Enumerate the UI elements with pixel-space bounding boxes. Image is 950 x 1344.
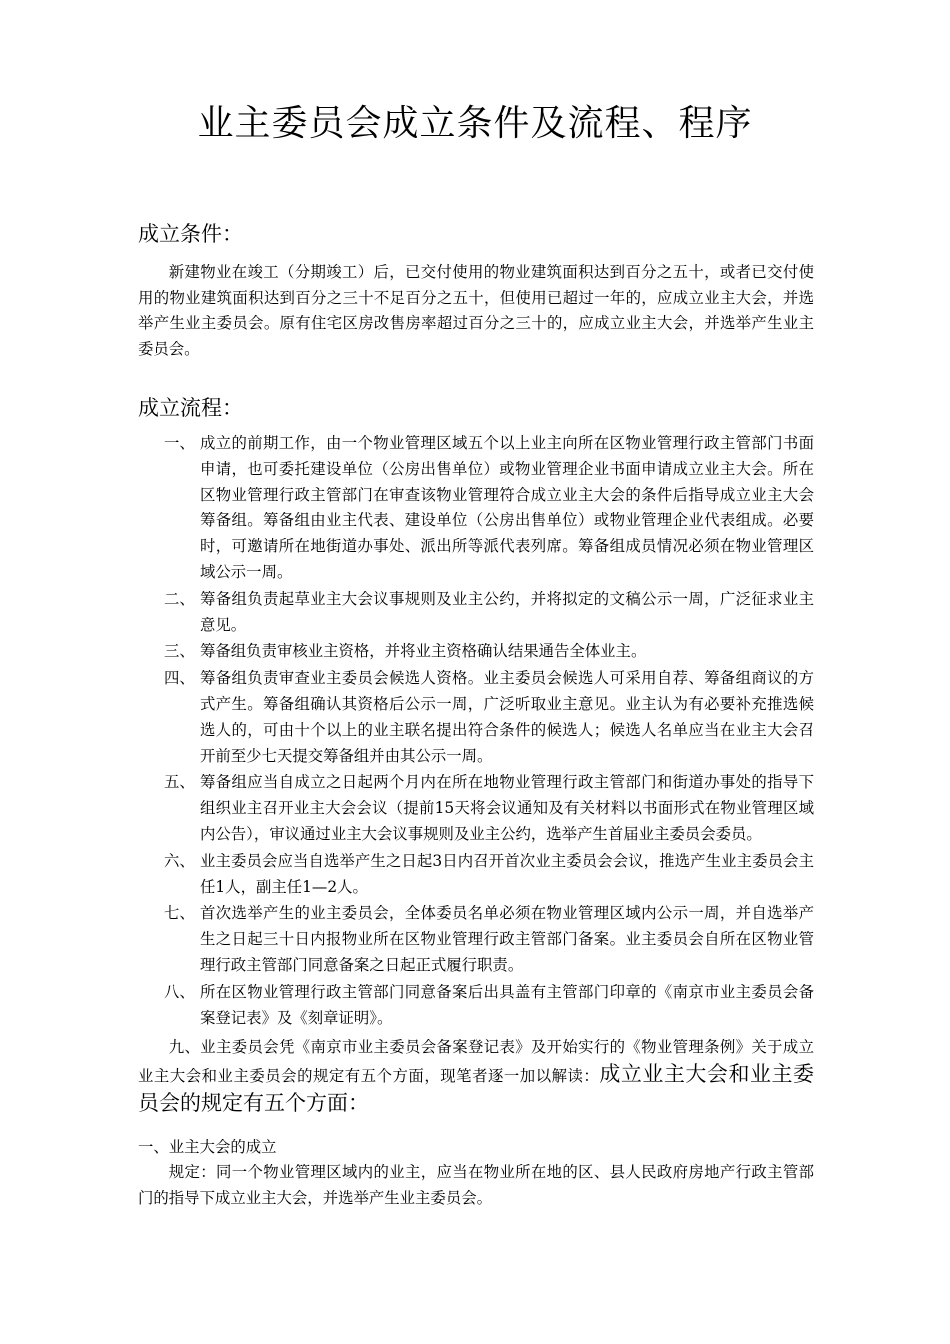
step-number: 七、 [164,904,195,923]
step-number: 八、 [164,982,195,1001]
owners-assembly-paragraph: 规定：同一个物业管理区域内的业主，应当在物业所在地的区、县人民政府房地产行政主管部门的指导下成立业主大会，并选举产生业主委员会。 [138,1163,814,1207]
list-item [138,980,814,1032]
step-number: 一、 [164,434,195,452]
section-heading-process: 成立流程： [138,396,243,420]
section-heading-conditions: 成立条件： [138,222,243,246]
step-text: 筹备组负责起草业主大会议事规则及业主公约，并将拟定的文稿公示一周，广泛征求业主意见。 [200,589,814,634]
list-item [138,587,814,639]
step-number: 五、 [164,773,195,792]
step-text: 成立的前期工作，由一个物业管理区域五个以上业主向所在区物业管理行政主管部门书面申请，也可委托建设单位（公房出售单位）或物业管理企业书面申请成立业主大会。所在区物业管理行政主管部门在审查该物业管理符合成立业主大会的条件后指导成立业主大会筹备组。筹备组由业主代表、建设单位（公房出售单位）或物业管理企业代表组成。必要时，可邀请所在地街道办事处、派出所等派代表列席。筹备组成员情况必须在物业管理区域公示一周。 [200,434,814,581]
step-nine-emphasis: 成立业主大会和业主委员会的规定有五个方面： [138,1062,814,1115]
conditions-paragraph: 新建物业在竣工（分期竣工）后，已交付使用的物业建筑面积达到百分之五十，或者已交付使用的物业建筑面积达到百分之三十不足百分之五十，但使用已超过一年的，应成立业主大会，并选举产生业主委员会。原有住宅区房改售房率超过百分之三十的，应成立业主大会，并选举产生业主委员会。 [138,263,814,358]
step-number: 三、 [164,642,195,661]
list-item [138,770,814,847]
step-text: 业主委员会应当自选举产生之日起3日内召开首次业主委员会会议，推选产生业主委员会主任1人，副主任1—2人。 [200,851,814,896]
step-text: 筹备组负责审核业主资格，并将业主资格确认结果通告全体业主。 [200,642,647,661]
step-nine-paragraph [138,1034,814,1119]
step-text: 筹备组应当自成立之日起两个月内在所在地物业管理行政主管部门和街道办事处的指导下组织业主召开业主大会会议（提前15天将会议通知及有关材料以书面形式在物业管理区域内公告），审议通过业主大会议事规则及业主公约，选举产生首届业主委员会委员。 [200,773,814,843]
step-number: 四、 [164,669,195,688]
step-text: 筹备组负责审查业主委员会候选人资格。业主委员会候选人可采用自荐、筹备组商议的方式产生。筹备组确认其资格后公示一周，广泛听取业主意见。业主认为有必要补充推选候选人的，可由十个以上的业主联名提出符合条件的候选人；候选人名单应当在业主大会召开前至少七天提交筹备组并由其公示一周。 [200,669,814,765]
step-number: 六、 [164,851,195,870]
list-item [138,431,814,586]
step-number: 二、 [164,589,195,608]
list-item [138,666,814,769]
list-item [138,639,814,665]
list-item [138,849,814,901]
step-nine-text: 九、业主委员会凭《南京市业主委员会备案登记表》及开始实行的《物业管理条例》关于成立业主大会和业主委员会的规定有五个方面，现笔者逐一加以解读： [138,1038,814,1085]
section-heading-owners-assembly: 一、业主大会的成立 [138,1138,277,1156]
step-text: 首次选举产生的业主委员会，全体委员名单必须在物业管理区域内公示一周，并自选举产生之日起三十日内报物业所在区物业管理行政主管部门备案。业主委员会自所在区物业管理行政主管部门同意备案之日起正式履行职责。 [200,904,814,974]
process-steps-list [138,431,814,1032]
step-text: 所在区物业管理行政主管部门同意备案后出具盖有主管部门印章的《南京市业主委员会备案登记表》及《刻章证明》。 [200,982,814,1027]
list-item [138,901,814,978]
page-title: 业主委员会成立条件及流程、程序 [197,103,753,144]
